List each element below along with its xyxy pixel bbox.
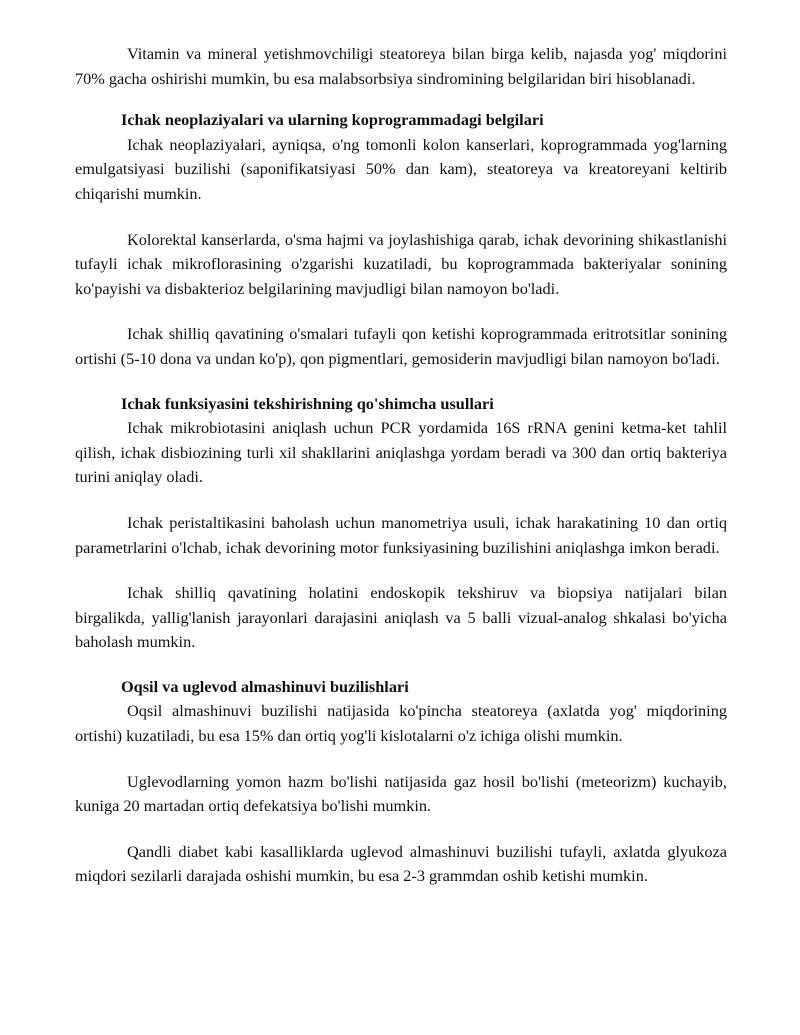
section-heading: Ichak funksiyasini tekshirishning qo'shimcha usullari	[121, 393, 494, 413]
paragraph: Ichak mikrobiotasini aniqlash uchun PCR yordamida 16S rRNA genini ketma-ket tahlil qilish, ichak disbiozining turli xil shakllarini aniqlashga yordam beradi va 300 dan ortiq bakteriya turini aniqlay oladi.	[75, 418, 727, 487]
paragraph: Qandli diabet kabi kasalliklarda uglevod almashinuvi buzilishi tufayli, axlatda glyukoza miqdori sezilarli darajada oshishi mumkin, bu esa 2-3 grammdan oshib ketishi mumkin.	[75, 841, 727, 886]
paragraph: Kolorektal kanserlarda, o'sma hajmi va joylashishiga qarab, ichak devorining shikastlanishi tufayli ichak mikroflorasining o'zgarishi kuzatiladi, bu koprogrammada bakteriyalar sonining ko'payishi va disbakterioz belgilarining mavjudligi bilan namoyon bo'ladi.	[75, 229, 727, 298]
paragraph: Oqsil almashinuvi buzilishi natijasida ko'pincha steatoreya (axlatda yog' miqdorining ortishi) kuzatiladi, bu esa 15% dan ortiq yog'li kislotalarni o'z ichiga olishi mumkin.	[75, 701, 727, 746]
paragraph: Ichak shilliq qavatining holatini endoskopik tekshiruv va biopsiya natijalari bilan birgalikda, yallig'lanish jarayonlari darajasini aniqlash va 5 balli vizual-analog shkalasi bo'yicha baholash mumkin.	[75, 583, 727, 652]
paragraph: Vitamin va mineral yetishmovchiligi steatoreya bilan birga kelib, najasda yog' miqdorini 70% gacha oshirishi mumkin, bu esa malabsorbsiya sindromining belgilaridan biri hisoblanadi.	[75, 44, 727, 88]
paragraph: Ichak shilliq qavatining o'smalari tufayli qon ketishi koprogrammada eritrotsitlar sonining ortishi (5-10 dona va undan ko'p), qon pigmentlari, gemosiderin mavjudligi bilan namoyon bo'ladi.	[75, 324, 727, 368]
paragraph: Ichak peristaltikasini baholash uchun manometriya usuli, ichak harakatining 10 dan ortiq parametrlarini o'lchab, ichak devorining motor funksiyasining buzilishini aniqlashga imkon beradi.	[75, 512, 727, 557]
paragraph: Ichak neoplaziyalari, ayniqsa, o'ng tomonli kolon kanserlari, koprogrammada yog'larning emulgatsiyasi buzilishi (saponifikatsiyasi 50% dan kam), steatoreya va kreatoreyani keltirib chiqarishi mumkin.	[75, 134, 727, 203]
paragraph: Uglevodlarning yomon hazm bo'lishi natijasida gaz hosil bo'lishi (meteorizm) kuchayib, kuniga 20 martadan ortiq defekatsiya bo'lishi mumkin.	[75, 771, 727, 816]
section-heading: Ichak neoplaziyalari va ularning koprogrammadagi belgilari	[121, 110, 544, 130]
section-heading: Oqsil va uglevod almashinuvi buzilishlari	[121, 676, 409, 696]
